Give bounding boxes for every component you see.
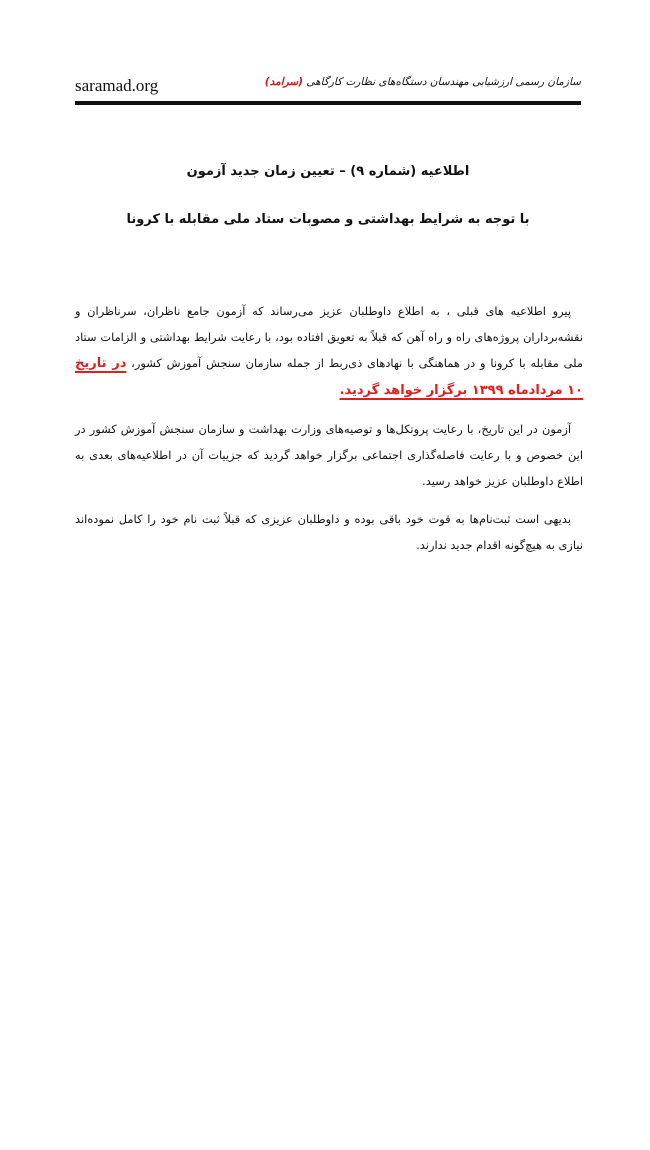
exam-date-highlight: در تاریخ ۱۰ مردادماه ۱۳۹۹ برگزار خواهد گردید. xyxy=(75,356,583,398)
paragraph-3: بدیهی است ثبت‌نام‌ها به قوت خود باقی بوده و داوطلبان عزیزی که قبلاً ثبت نام خود را کامل نموده‌اند نیازی به هیچ‌گونه اقدام جدید ندارند. xyxy=(75,512,583,552)
paragraph-1-text: پیرو اطلاعیه های قبلی ، به اطلاع داوطلبان عزیز می‌رساند که آزمون جامع ناظران، سرناظران و نقشه‌برداران پروژه‌های راه و راه آهن که قبلاً به تعویق افتاده بود، با رعایت شرایط بهداشتی و الزامات ستاد ملی مقابله با کرونا و در هماهنگی با نهادهای ذی‌ربط از جمله سازمان سنجش آموزش کشور، xyxy=(75,304,583,370)
organization-full-name: سازمان رسمی ارزشیابی مهندسان دستگاه‌های نظارت کارگاهی xyxy=(306,76,581,88)
paragraph-1 xyxy=(75,298,583,404)
announcement-subtitle: با توجه به شرایط بهداشتی و مصوبات ستاد ملی مقابله با کرونا xyxy=(126,212,530,227)
page-header xyxy=(75,66,581,102)
site-url[interactable]: saramad.org xyxy=(75,76,159,95)
paragraph-2: آزمون در این تاریخ، با رعایت پروتکل‌ها و توصیه‌های وزارت بهداشت و سازمان سنجش آموزش کشور در این خصوص و با رعایت فاصله‌گذاری اجتماعی برگزار خواهد گردید که جزییات آن در اطلاعیه‌های بعدی به اطلاع داوطلبان عزیز خواهد رسید. xyxy=(75,422,583,488)
announcement-body xyxy=(75,298,583,570)
organization-name xyxy=(265,76,581,88)
header-divider xyxy=(75,101,581,105)
organization-abbreviation: (سرامد) xyxy=(264,76,304,88)
announcement-title: اطلاعیه (شماره ۹) – تعیین زمان جدید آزمون xyxy=(186,164,470,179)
